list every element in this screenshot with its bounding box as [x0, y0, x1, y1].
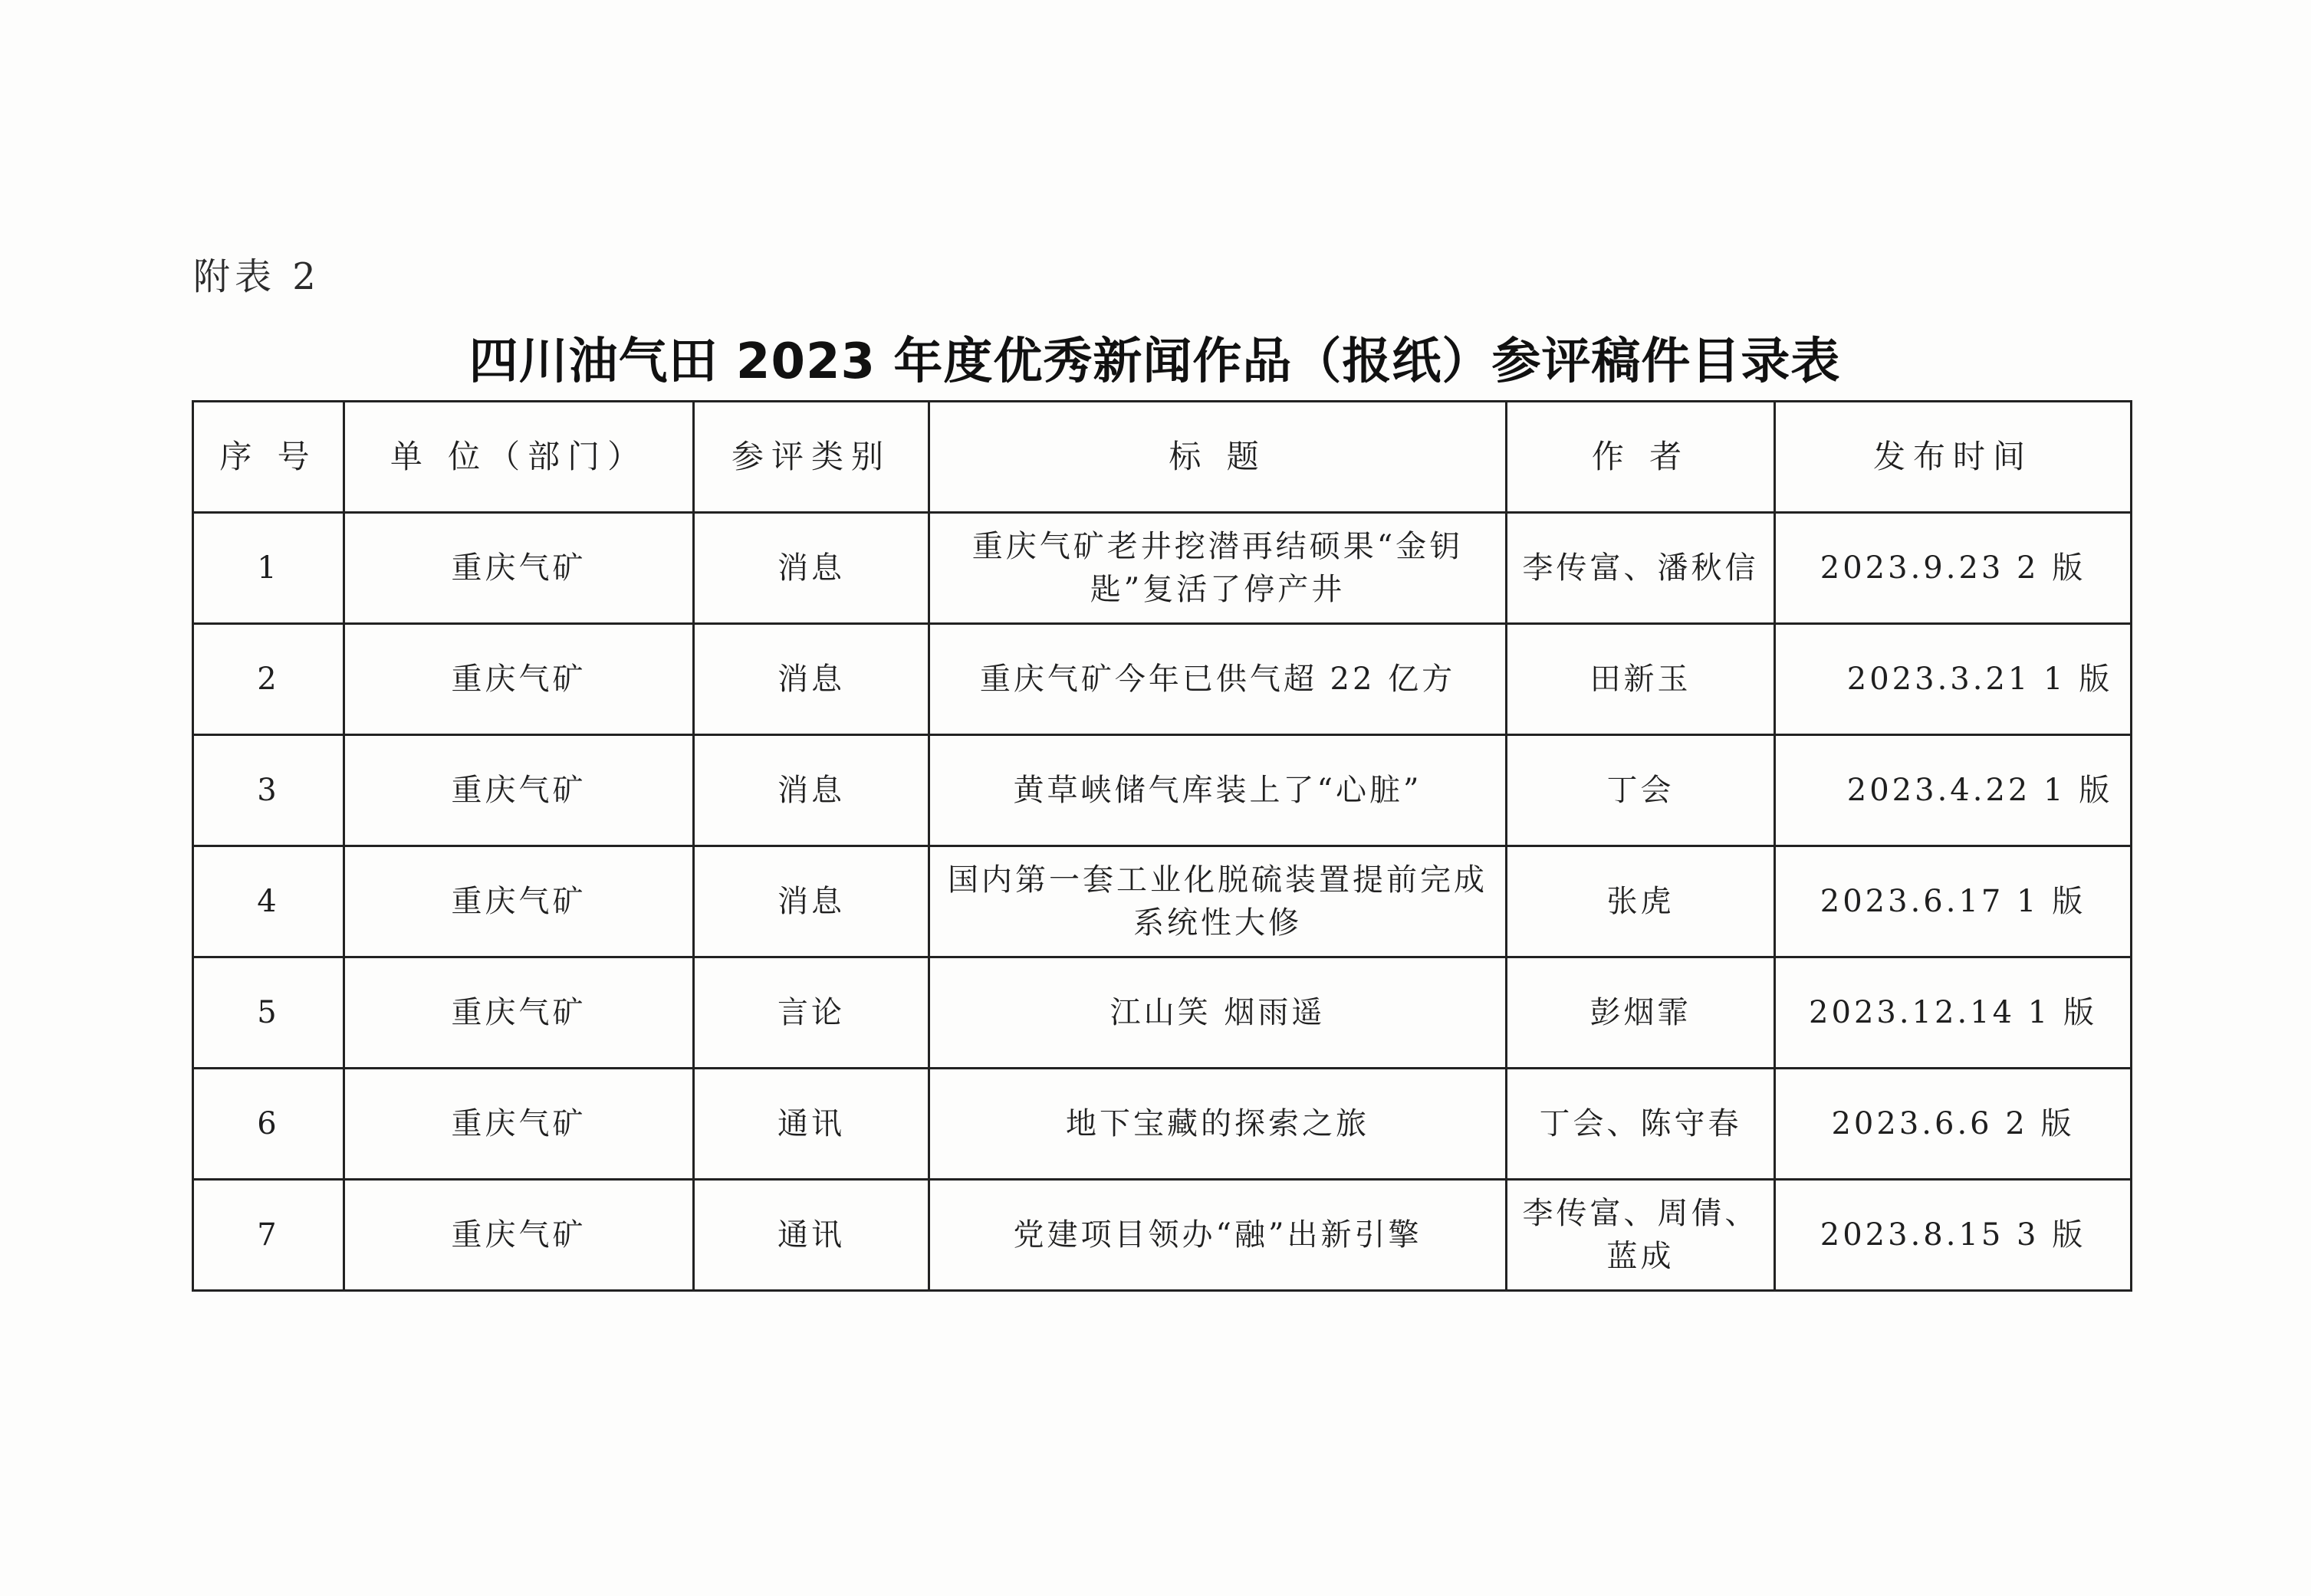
cell-date: 2023.6.6 2 版 [1775, 1069, 2132, 1180]
header-unit: 单 位（部门） [344, 402, 694, 513]
cell-author: 丁会 [1507, 735, 1775, 846]
cell-unit: 重庆气矿 [344, 1069, 694, 1180]
cell-index: 7 [193, 1180, 344, 1291]
cell-date: 2023.6.17 1 版 [1775, 846, 2132, 957]
header-category: 参评类别 [694, 402, 929, 513]
table-header-row [193, 402, 2132, 513]
table-row [193, 957, 2132, 1069]
header-title: 标 题 [929, 402, 1507, 513]
table-row [193, 846, 2132, 957]
cell-date: 2023.9.23 2 版 [1775, 513, 2132, 624]
cell-title: 国内第一套工业化脱硫装置提前完成系统性大修 [929, 846, 1507, 957]
cell-index: 5 [193, 957, 344, 1069]
header-author: 作 者 [1507, 402, 1775, 513]
cell-category: 通讯 [694, 1069, 929, 1180]
cell-category: 通讯 [694, 1180, 929, 1291]
cell-unit: 重庆气矿 [344, 1180, 694, 1291]
cell-title: 地下宝藏的探索之旅 [929, 1069, 1507, 1180]
cell-category: 消息 [694, 735, 929, 846]
cell-unit: 重庆气矿 [344, 513, 694, 624]
cell-author: 李传富、潘秋信 [1507, 513, 1775, 624]
cell-author: 丁会、陈守春 [1507, 1069, 1775, 1180]
cell-index: 4 [193, 846, 344, 957]
table-row [193, 735, 2132, 846]
cell-title: 黄草峡储气库装上了“心脏” [929, 735, 1507, 846]
cell-title: 党建项目领办“融”出新引擎 [929, 1180, 1507, 1291]
header-date: 发布时间 [1775, 402, 2132, 513]
cell-date: 2023.3.21 1 版 [1775, 624, 2132, 735]
cell-index: 6 [193, 1069, 344, 1180]
cell-unit: 重庆气矿 [344, 735, 694, 846]
document-title: 四川油气田 2023 年度优秀新闻作品（报纸）参评稿件目录表 [468, 333, 1841, 390]
cell-category: 言论 [694, 957, 929, 1069]
cell-index: 3 [193, 735, 344, 846]
cell-author: 张虎 [1507, 846, 1775, 957]
cell-date: 2023.12.14 1 版 [1775, 957, 2132, 1069]
cell-author: 彭烟霏 [1507, 957, 1775, 1069]
cell-category: 消息 [694, 624, 929, 735]
cell-category: 消息 [694, 513, 929, 624]
cell-unit: 重庆气矿 [344, 846, 694, 957]
table-row [193, 1069, 2132, 1180]
cell-date: 2023.8.15 3 版 [1775, 1180, 2132, 1291]
table-row [193, 513, 2132, 624]
cell-title: 重庆气矿老井挖潜再结硕果“金钥匙”复活了停产井 [929, 513, 1507, 624]
cell-unit: 重庆气矿 [344, 957, 694, 1069]
catalog-table [192, 400, 2132, 1292]
cell-index: 1 [193, 513, 344, 624]
cell-author: 李传富、周倩、蓝成 [1507, 1180, 1775, 1291]
table-row [193, 1180, 2132, 1291]
cell-category: 消息 [694, 846, 929, 957]
table-row [193, 624, 2132, 735]
cell-index: 2 [193, 624, 344, 735]
cell-title: 重庆气矿今年已供气超 22 亿方 [929, 624, 1507, 735]
cell-author: 田新玉 [1507, 624, 1775, 735]
cell-title: 江山笑 烟雨遥 [929, 957, 1507, 1069]
appendix-label: 附表 2 [193, 255, 321, 298]
header-index: 序 号 [193, 402, 344, 513]
cell-unit: 重庆气矿 [344, 624, 694, 735]
cell-date: 2023.4.22 1 版 [1775, 735, 2132, 846]
